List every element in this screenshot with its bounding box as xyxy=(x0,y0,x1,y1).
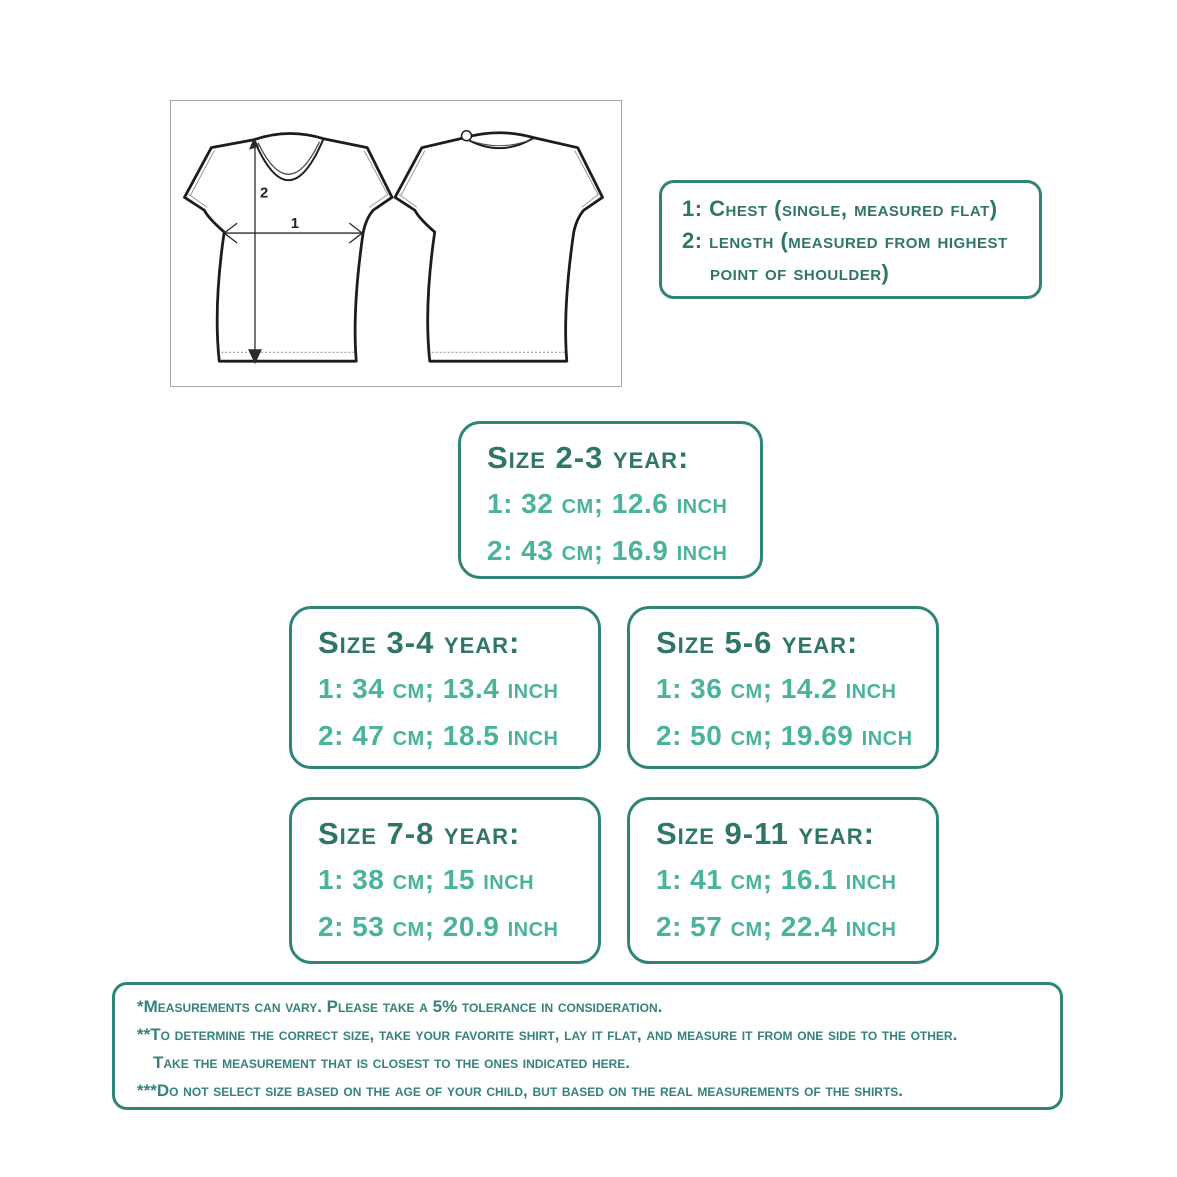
size-box-5-6-year xyxy=(627,606,939,769)
footnotes-box xyxy=(112,982,1063,1110)
legend-length-line-cont: point of shoulder) xyxy=(710,260,890,285)
size-chest-value: 1: 34 cm; 13.4 inch xyxy=(318,673,559,704)
note-how-to-measure-cont: Take the measurement that is closest to the ones indicated here. xyxy=(153,1053,631,1072)
tshirt-back xyxy=(395,131,603,361)
size-box-7-8-year xyxy=(289,797,601,964)
note-tolerance: *Measurements can vary. Please take a 5% tolerance in consideration. xyxy=(137,997,663,1016)
size-title: Size 3-4 year: xyxy=(318,625,521,660)
size-chest-value: 1: 38 cm; 15 inch xyxy=(318,864,535,895)
size-length-value: 2: 50 cm; 19.69 inch xyxy=(656,720,913,751)
size-length-value: 2: 43 cm; 16.9 inch xyxy=(487,535,728,566)
legend-chest-line: 1: Chest (single, measured flat) xyxy=(682,196,998,221)
size-length-value: 2: 57 cm; 22.4 inch xyxy=(656,911,897,942)
tshirt-measurement-diagram xyxy=(170,100,622,387)
size-title: Size 7-8 year: xyxy=(318,816,521,851)
length-marker-label: 2 xyxy=(259,185,269,202)
size-box-9-11-year xyxy=(627,797,939,964)
size-chest-value: 1: 41 cm; 16.1 inch xyxy=(656,864,897,895)
size-title: Size 2-3 year: xyxy=(487,440,690,475)
size-box-3-4-year xyxy=(289,606,601,769)
size-chest-value: 1: 32 cm; 12.6 inch xyxy=(487,488,728,519)
size-chest-value: 1: 36 cm; 14.2 inch xyxy=(656,673,897,704)
note-age-warning: ***Do not select size based on the age of your child, but based on the real measurements of the shirts. xyxy=(137,1081,903,1100)
size-title: Size 9-11 year: xyxy=(656,816,875,851)
size-box-2-3-year xyxy=(458,421,763,579)
size-title: Size 5-6 year: xyxy=(656,625,859,660)
tshirt-front xyxy=(184,134,392,362)
legend-length-line: 2: length (measured from highest xyxy=(682,228,1008,253)
note-how-to-measure: **To determine the correct size, take your favorite shirt, lay it flat, and measure it from one side to the other. xyxy=(137,1025,958,1044)
chest-marker-label: 1 xyxy=(290,216,300,233)
tshirt-drawing xyxy=(171,101,621,386)
size-length-value: 2: 53 cm; 20.9 inch xyxy=(318,911,559,942)
size-length-value: 2: 47 cm; 18.5 inch xyxy=(318,720,559,751)
measurement-legend-box xyxy=(659,180,1042,299)
